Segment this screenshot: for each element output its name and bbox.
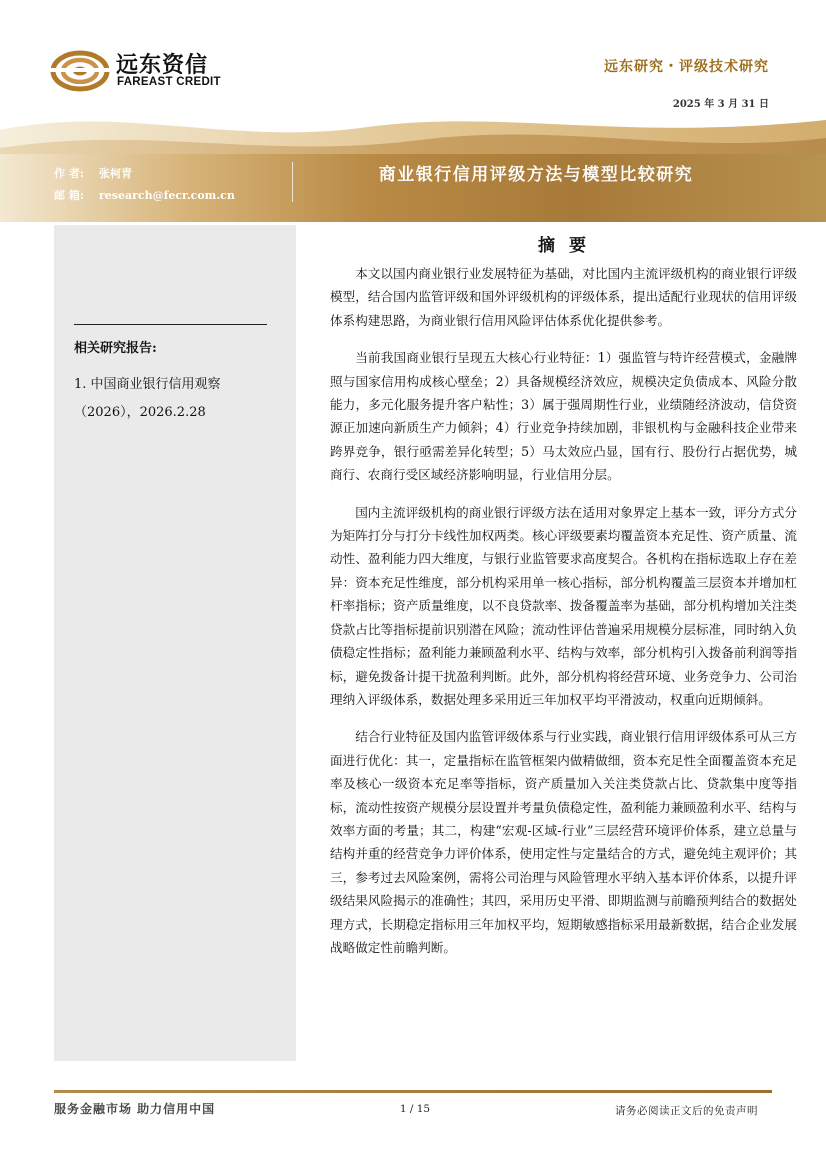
- author-line: [54, 165, 132, 181]
- abstract-paragraph: 当前我国商业银行呈现五大核心行业特征：1）强监管与特许经营模式，金融牌照与国家信用构成核心壁垒；2）具备规模经济效应，规模决定负债成本、风险分散能力，多元化服务提升客户粘性；3）属于强周期性行业，业绩随经济波动，信贷资源正加速向新质生产力倾斜；4）行业竞争持续加剧，非银机构与金融科技企业带来跨界竞争，银行亟需差异化转型；5）马太效应凸显，国有行、股份行占据优势，城商行、农商行受区域经济影响明显，行业信用分层。: [330, 350, 797, 483]
- sidebar-divider: [74, 324, 267, 325]
- logo-chinese-name: 远东资信: [116, 53, 209, 78]
- footer-divider: [54, 1090, 772, 1093]
- footer-disclaimer: 请务必阅读正文后的免责声明: [615, 1105, 758, 1117]
- related-reports-title: 相关研究报告:: [74, 341, 157, 356]
- email-line: [54, 187, 235, 203]
- report-title: 商业银行信用评级方法与模型比较研究: [378, 165, 694, 185]
- email-address[interactable]: research@fecr.com.cn: [99, 189, 235, 202]
- footer-slogan: 服务金融市场 助力信用中国: [54, 1102, 216, 1116]
- report-series: 远东研究・评级技术研究: [604, 59, 769, 75]
- author-label: 作 者:: [54, 167, 84, 180]
- abstract-heading: 摘 要: [538, 236, 590, 256]
- abstract-paragraph: 结合行业特征及国内监管评级体系与行业实践，商业银行信用评级体系可从三方面进行优化：其一，定量指标在监管框架内做精做细，资本充足性全面覆盖资本充足率及核心一级资本充足率等指标，资产质量加入关注类贷款占比、贷款集中度等指标，流动性按资产规模分层设置并考量负债稳定性，盈利能力兼顾盈利水平、结构与效率方面的考量；其二，构建“宏观-区域-行业”三层经营环境评价体系，建立总量与结构并重的经营竞争力评价体系，使用定性与定量结合的方式，避免纯主观评价；其三，参考过去风险案例，需将公司治理与风险管理水平纳入基本评价体系，以提升评级结果风险揭示的准确性；其四，采用历史平滑、即期监测与前瞻预判结合的数据处理方式，长期稳定指标用三年加权平均，短期敏感指标采用最新数据，结合企业发展战略做定性前瞻判断。: [330, 729, 797, 955]
- abstract-body: [330, 262, 797, 973]
- abstract-paragraph: 国内主流评级机构的商业银行评级方法在适用对象界定上基本一致，评分方式分为矩阵打分与打分卡线性加权两类。核心评级要素均覆盖资本充足性、资产质量、流动性、盈利能力四大维度，与银行业监管要求高度契合。各机构在指标选取上存在差异：资本充足性维度，部分机构采用单一核心指标，部分机构覆盖三层资本并增加杠杆率指标；资产质量维度，以不良贷款率、拨备覆盖率为基础，部分机构增加关注类贷款占比等指标提前识别潜在风险；流动性评估普遍采用规模分层标准，同时纳入负债稳定性指标；盈利能力兼顾盈利水平、结构与效率，部分机构引入拨备前利润等指标，避免拨备计提干扰盈利判断。此外，部分机构将经营环境、业务竞争力、公司治理纳入评级体系，数据处理多采用近三年加权平均平滑波动，权重向近期倾斜。: [330, 504, 797, 707]
- band-divider: [292, 162, 293, 202]
- sidebar: [54, 225, 296, 1061]
- page-number: 1 / 15: [399, 1103, 431, 1115]
- fareast-logo-icon: [50, 46, 112, 94]
- related-report-item[interactable]: 1. 中国商业银行信用观察（2026），2026.2.28: [74, 377, 221, 420]
- abstract-paragraph: 本文以国内商业银行业发展特征为基础，对比国内主流评级机构的商业银行评级模型，结合国内监管评级和国外评级机构的评级体系，提出适配行业现状的信用评级体系构建思路，为商业银行信用风险评估体系优化提供参考。: [330, 266, 797, 328]
- author-name: 张柯青: [99, 167, 132, 180]
- email-label: 邮 箱:: [54, 189, 84, 202]
- logo-english-name: FAREAST CREDIT: [117, 76, 221, 88]
- report-date: 2025 年 3 月 31 日: [672, 99, 769, 110]
